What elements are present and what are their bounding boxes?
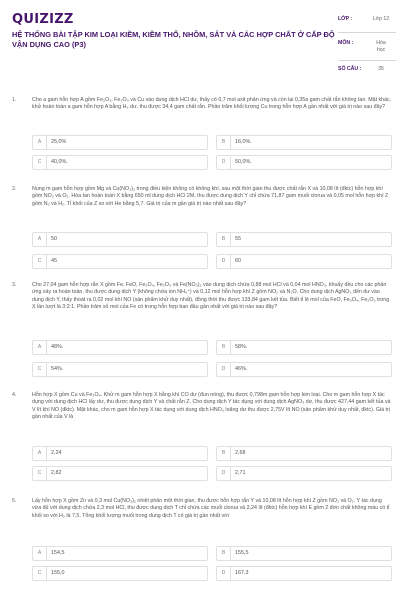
option-d[interactable] [216,155,392,170]
option-c[interactable] [32,362,208,377]
option-letter: D [217,255,231,268]
question-4 [12,392,392,486]
option-c[interactable] [32,155,208,170]
option-a[interactable] [32,135,208,150]
option-value: 40,0%. [51,159,68,165]
worksheet-header [0,0,400,82]
option-d[interactable] [216,566,392,581]
question-1 [12,97,392,175]
option-letter: A [33,136,47,149]
option-value: 167,3 [235,570,249,576]
option-letter: A [33,341,47,354]
option-letter: A [33,447,47,460]
question-text: Nung m gam hỗn hợp gồm Mg và Cu(NO₃)₂ trong điều kiện không có không khí, sau một thời gian thu được chất rắn X và 10,08 lít (đktc) hỗn hợp khí gồm NO₂ và O₂. Hòa tan hoàn toàn X bằng 650 ml dung dịch HCl 2M, thu được dung dịch Y chỉ chứa 71,87 gam muối clorua và 0,05 mol hỗn hợp khí Z gồm N₂ và H₂. Tỉ khối của Z so với He bằng 5,7. Giá trị của m gần giá trị nào nhất sau đây? [32,186,389,207]
option-letter: C [33,363,47,376]
option-letter: B [217,341,231,354]
option-letter: C [33,156,47,169]
option-b[interactable] [216,232,392,247]
option-a[interactable] [32,340,208,355]
question-5 [12,498,392,584]
option-letter: C [33,567,47,580]
option-letter: D [217,156,231,169]
question-2 [12,186,392,268]
option-d[interactable] [216,254,392,269]
question-number: 3. [12,282,17,288]
subject-label: MÔN : [338,40,354,46]
option-value: 2,68 [235,450,246,456]
question-text: Cho 27,04 gam hỗn hợp rắn X gồm Fe, FeO, Fe₃O₄, Fe₂O₃ và Fe(NO₃)₂ vào dung dịch chứa 0,88 mol HCl và 0,04 mol HNO₃, khuấy đều cho các phản ứng xảy ra hoàn toàn, thu được dung dịch Y (không chứa ion NH₄⁺) và 0,12 mol hỗn hợp khí Z gồm NO₂ và N₂O. Cho dung dịch AgNO₃ đến dư vào dung dịch Y, thấy thoát ra 0,02 mol khí NO (sản phẩm khử duy nhất), đồng thời thu được 133,84 gam kết tủa. Biết tỉ lệ mol của FeO, Fe₃O₄, Fe₂O₃ trong X lần lượt là 3:2:1. Phần trăm số mol của Fe có trong hỗn hợp ban đầu gần nhất với giá trị nào sau đây? [32,282,390,311]
question-text: Cho a gam hỗn hợp A gồm Fe₂O₃, Fe₃O₄ và Cu vào dung dịch HCl dư, thấy có 0,7 mol axit phản ứng và còn lại 0,35a gam chất rắn không tan. Mặt khác, khử hoàn toàn a gam hỗn hợp A bằng H₂ dư, thu được 34,4 gam chất rắn. Phần trăm khối lượng Cu trong hỗn hợp A gần nhất với giá trị nào sau đây? [32,97,392,111]
count-label: SỐ CÂU : [338,66,362,72]
option-value: 60 [235,258,241,264]
option-value: 2,82 [51,470,62,476]
option-letter: B [217,547,231,560]
option-value: 50,0%. [235,159,252,165]
class-label: LỚP : [338,16,353,22]
quizizz-logo: QUIZIZZ [12,12,74,27]
option-value: 54%. [51,366,64,372]
option-c[interactable] [32,254,208,269]
option-b[interactable] [216,546,392,561]
question-number: 5. [12,498,17,504]
option-letter: C [33,255,47,268]
option-b[interactable] [216,340,392,355]
option-a[interactable] [32,446,208,461]
option-letter: D [217,567,231,580]
option-value: 155,0 [51,570,65,576]
option-value: 46%. [235,366,248,372]
subject-row [338,34,396,61]
question-number: 1. [12,97,17,103]
option-letter: A [33,547,47,560]
option-b[interactable] [216,446,392,461]
option-value: 58%. [235,344,248,350]
option-letter: A [33,233,47,246]
option-letter: C [33,467,47,480]
option-value: 48%. [51,344,64,350]
option-c[interactable] [32,566,208,581]
option-a[interactable] [32,546,208,561]
option-letter: B [217,447,231,460]
option-value: 155,5 [235,550,249,556]
question-text: Hỗn hợp X gồm Cu và Fe₃O₄. Khử m gam hỗn hợp X bằng khí CO dư (đun nóng), thu được 0,798m gam hỗn hợp kim loại. Cho m gam hỗn hợp X tác dụng với dung dịch HCl lấy dư, thu được dung dịch Y và chất rắn Z. Cho dung dịch Y tác dụng với dung dịch AgNO₃ dư, thu được 427,44 gam kết tủa và V lít khí NO (đktc). Mặt khác, cho m gam hỗn hợp X tác dụng với dung dịch HNO₃ loãng dư thu được 2,75V lít NO (sản phẩm khử duy nhất, đktc). Giá trị gần nhất của V là [32,392,391,421]
question-text: Lấy hỗn hợp X gồm Zn và 0,3 mol Cu(NO₃)₂ nhiệt phân một thời gian, thu được hỗn hợp rắn Y và 10,08 lít hỗn hợp khí Z gồm NO₂ và O₂. Y tác dụng vừa đủ với dung dịch chứa 2,3 mol HCl, thu được dung dịch T chỉ chứa các muối clorua và 2,24 lít (đktc) hỗn hợp khí E gồm 2 đơn chất không màu có tỉ khối so với H₂ là 7,5. Tổng khối lượng muối trong dung dịch T có giá trị gần nhất với [32,498,390,519]
option-value: 55 [235,236,241,242]
option-b[interactable] [216,135,392,150]
question-number: 2. [12,186,17,192]
option-letter: D [217,363,231,376]
option-value: 16,0%. [235,139,252,145]
option-value: 2,24 [51,450,62,456]
question-number: 4. [12,392,17,398]
class-row [338,12,396,33]
option-letter: B [217,233,231,246]
count-row [338,62,396,76]
option-letter: B [217,136,231,149]
option-value: 45 [51,258,57,264]
option-value: 154,5 [51,550,65,556]
option-value: 2,71 [235,470,246,476]
worksheet-title: HỆ THỐNG BÀI TẬP KIM LOẠI KIỀM, KIỀM THỔ, NHÔM, SẮT VÀ CÁC HỢP CHẤT Ở CẤP ĐỘ VẬN DỤNG CAO (P3) [12,30,335,49]
option-value: 50 [51,236,57,242]
option-a[interactable] [32,232,208,247]
question-3 [12,282,392,382]
class-value: Lớp 12 [372,16,390,22]
option-d[interactable] [216,466,392,481]
count-value: 35 [378,66,384,72]
subject-value: Hóa học [376,40,386,53]
option-c[interactable] [32,466,208,481]
option-d[interactable] [216,362,392,377]
option-letter: D [217,467,231,480]
option-value: 25,0% [51,139,67,145]
